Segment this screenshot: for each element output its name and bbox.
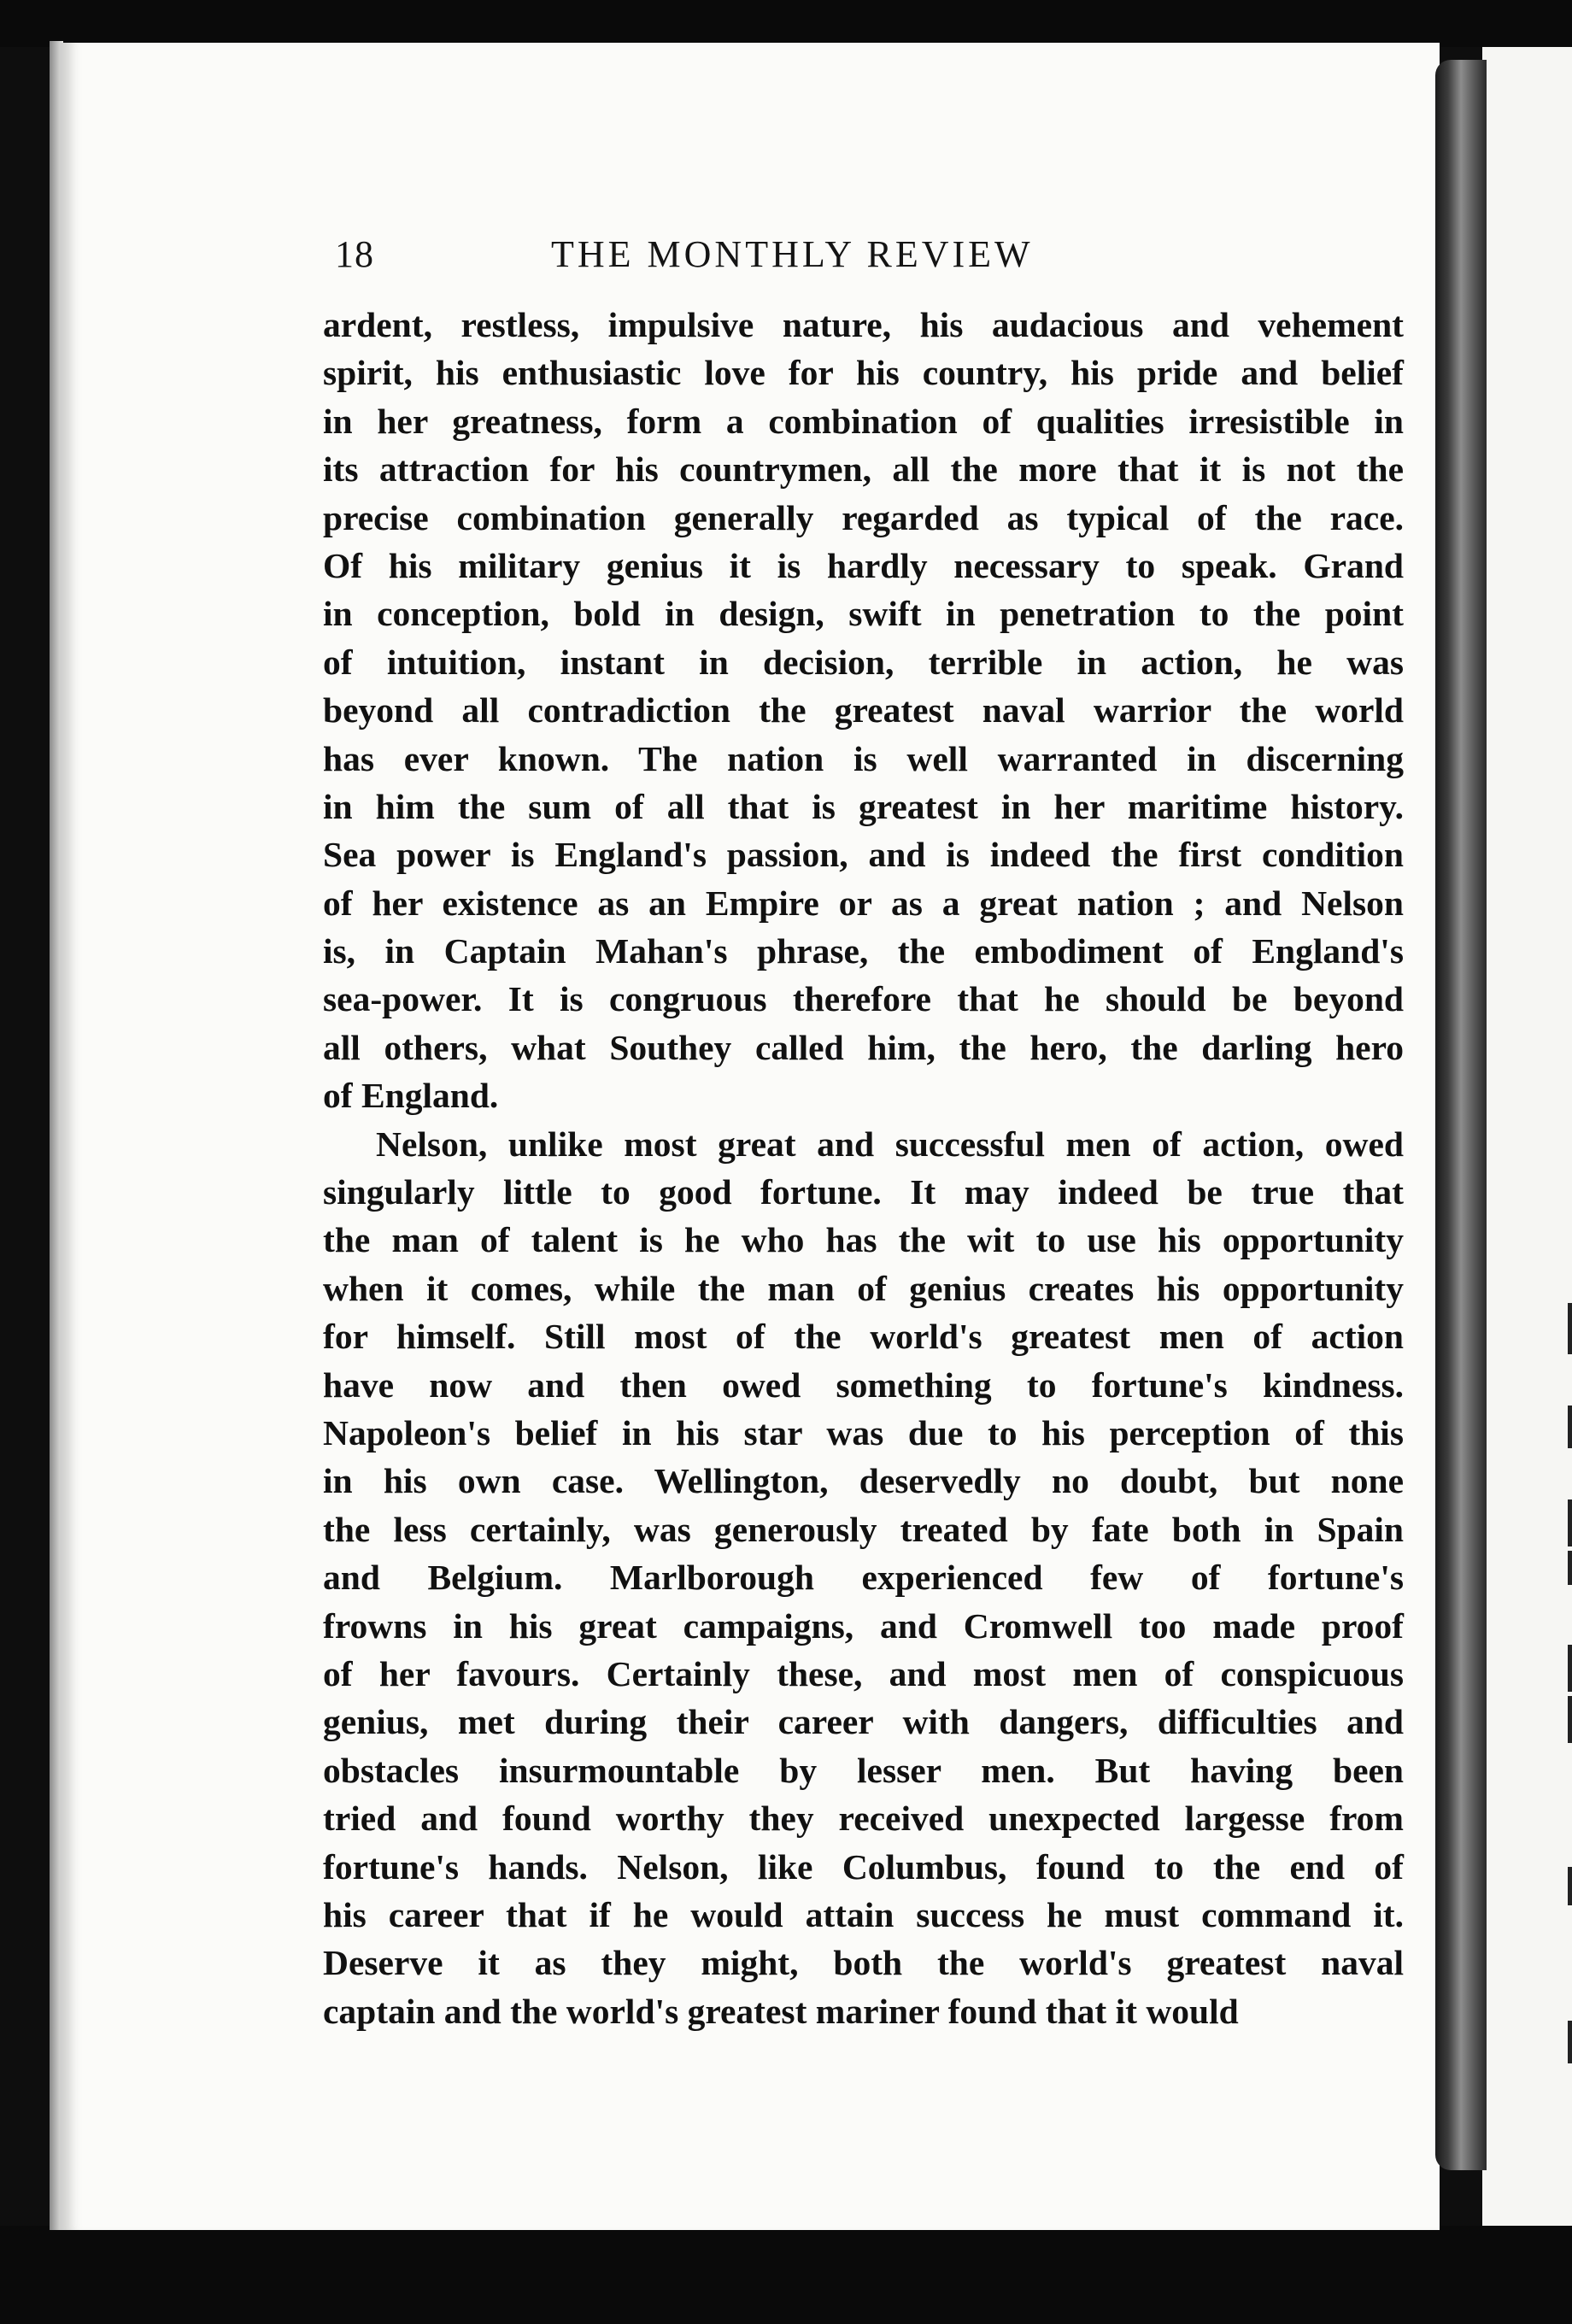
text-line: and Belgium. Marlborough experienced few of fortune's [323,1558,1404,1598]
text-line: in his own case. Wellington, deservedly no doubt, but none [323,1461,1404,1501]
text-line: its attraction for his countrymen, all the more that it is not the [323,449,1404,490]
text-line: genius, met during their career with dangers, difficulties and [323,1702,1404,1742]
page-header [60,232,1440,284]
text-line: fortune's hands. Nelson, like Columbus, found to the end of [323,1846,1404,1887]
text-line: precise combination generally regarded as typical of the race. [323,497,1404,537]
text-line: all others, what Southey called him, the hero, the darling hero [323,1027,1404,1067]
book-page [60,43,1440,2230]
text-line: of intuition, instant in decision, terrible in action, he was [323,642,1404,682]
body-text [323,301,1404,2035]
text-line: Nelson, unlike most great and successful men of action, owed [376,1124,1404,1164]
text-line: the man of talent is he who has the wit to use his opportunity [323,1220,1404,1260]
text-line: when it comes, while the man of genius creates his opportunity [323,1268,1404,1308]
text-line: ardent, restless, impulsive nature, his audacious and vehement [323,305,1404,344]
text-line: Sea power is England's passion, and is indeed the first condition [323,835,1404,875]
running-head: THE MONTHLY REVIEW [551,233,1034,275]
text-line: captain and the world's greatest mariner found that it would [323,1991,1239,2031]
text-line: obstacles insurmountable by lesser men. But having been [323,1750,1404,1790]
scan-bottom-border [0,2226,1572,2324]
bleed-mark [1568,1551,1572,1585]
text-line: have now and then owed something to fortune's kindness. [323,1364,1404,1405]
text-line: has ever known. The nation is well warranted in discerning [323,738,1404,778]
text-line: singularly little to good fortune. It may indeed be true that [323,1172,1404,1212]
text-line: tried and found worthy they received unexpected largesse from [323,1799,1404,1839]
text-line: in him the sum of all that is greatest in her maritime history. [323,786,1404,826]
text-line: the less certainly, was generously treated by fate both in Spain [323,1509,1404,1549]
text-line: Deserve it as they might, both the world's greatest naval [323,1943,1404,1983]
bleed-mark [1568,1499,1572,1546]
text-line: sea-power. It is congruous therefore that he should be beyond [323,979,1404,1019]
text-line: is, in Captain Mahan's phrase, the embodiment of England's [323,931,1404,971]
book-gutter [1435,60,1487,2170]
text-line: in her greatness, form a combination of qualities irresistible in [323,401,1404,441]
bleed-mark [1568,1696,1572,1743]
text-line: frowns in his great campaigns, and Cromwell too made proof [323,1605,1404,1646]
text-line: of her favours. Certainly these, and most men of conspicuous [323,1653,1404,1693]
bleed-mark [1568,1303,1572,1354]
page-number: 18 [335,233,374,275]
text-line: spirit, his enthusiastic love for his country, his pride and belief [323,353,1404,393]
bleed-mark [1568,1867,1572,1905]
paragraph [323,1120,1404,2035]
paragraph [323,301,1404,1120]
text-line: for himself. Still most of the world's greatest men of action [323,1317,1404,1357]
text-line: of her existence as an Empire or as a great nation ; and Nelson [323,883,1404,923]
text-line: beyond all contradiction the greatest naval warrior the world [323,690,1404,731]
text-line: in conception, bold in design, swift in penetration to the point [323,594,1404,634]
text-line: of England. [323,1076,499,1116]
bleed-mark [1568,2021,1572,2063]
scan-top-border [0,0,1572,47]
bleed-mark [1568,1406,1572,1448]
text-line: his career that if he would attain success he must command it. [323,1894,1404,1934]
adjacent-page-edge [1482,47,1572,2226]
bleed-mark [1568,1645,1572,1692]
text-line: Of his military genius it is hardly necessary to speak. Grand [323,545,1404,585]
text-line: Napoleon's belief in his star was due to his perception of this [323,1412,1404,1452]
